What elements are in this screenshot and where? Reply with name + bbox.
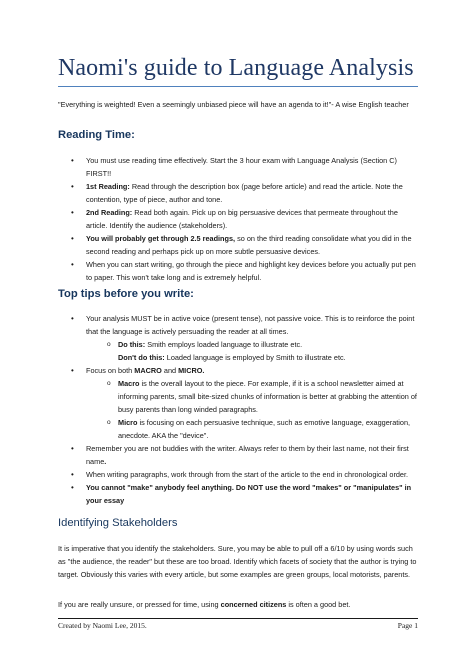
page-title: Naomi's guide to Language Analysis [58, 55, 414, 81]
voice-examples [86, 338, 418, 364]
stakeholders-paragraph: It is imperative that you identify the stakeholders. Sure, you may be able to pull off a 6/10 by using words such as "the audience, the reader" but these are too broad. Identify which facets of society that the author is trying to target. Obviously this varies with every article, but some examples are green groups, local motorists, parents. [58, 544, 417, 579]
reading-time-heading: Reading Time: [58, 129, 135, 141]
title-underline [58, 86, 418, 87]
list-item: • 1st Reading: Read through the description box (page before article) and read the article. Note the contention, type of piece, author and tone. [58, 180, 418, 206]
footer-credit: Created by Naomi Lee, 2015. [58, 621, 147, 630]
list-item: • You must use reading time effectively. Start the 3 hour exam with Language Analysis (Section C) FIRST!! [58, 154, 418, 180]
micro-item: o Micro is focusing on each persuasive technique, such as emotive language, exaggeration, anecdote. AKA the "device". [86, 416, 418, 442]
reading-time-list [58, 154, 418, 284]
list-item: • When you can start writing, go through the piece and highlight key devices before you actually put pen to paper. This won't take long and is extremely helpful. [58, 258, 418, 284]
stakeholders-tip: If you are really unsure, or pressed for time, using concerned citizens is often a good bet. [58, 600, 351, 609]
intro-quote: "Everything is weighted! Even a seemingly unbiased piece will have an agenda to it!"- A wise English teacher [58, 100, 409, 109]
list-item: • You cannot "make" anybody feel anything. Do NOT use the word "makes" or "manipulates" in your essay [58, 481, 418, 507]
list-item: • Your analysis MUST be in active voice (present tense), not passive voice. This is to reinforce the point that the language is actively persuading the reader at all times. o Do this: Smith employs loaded language to illustrate etc. Don't do this: Loaded language is employed by Smith to illustrate etc. [58, 312, 418, 364]
top-tips-list [58, 312, 418, 507]
page-number: Page 1 [397, 621, 418, 630]
macro-item: o Macro is the overall layout to the piece. For example, if it is a school newsletter aimed at informing parents, small bite-sized chunks of information is better at grabbing the attention of busy parents than long winded paragraphs. [86, 377, 418, 416]
top-tips-heading: Top tips before you write: [58, 288, 194, 300]
list-item: • Remember you are not buddies with the writer. Always refer to them by their last name, not their first name. [58, 442, 418, 468]
page-footer [58, 621, 418, 630]
list-item: • Focus on both MACRO and MICRO. o Macro is the overall layout to the piece. For example, if it is a school newsletter aimed at informing parents, small bite-sized chunks of information is better at grabbing the attention of busy parents than long winded paragraphs. o Micro is focusing on each persuasive technique, such as emotive language, exaggeration, anecdote. AKA the "device". [58, 364, 418, 442]
stakeholders-heading: Identifying Stakeholders [58, 517, 178, 529]
list-item: • 2nd Reading: Read both again. Pick up on big persuasive devices that permeate throughout the article. Identify the audience (stakeholders). [58, 206, 418, 232]
list-item: • You will probably get through 2.5 readings, so on the third reading consolidate what you did in the second reading and perhaps pick up on more subtle persuasive devices. [58, 232, 418, 258]
macro-micro-list [86, 377, 418, 442]
list-item: • When writing paragraphs, work through from the start of the article to the end in chronological order. [58, 468, 418, 481]
do-example: o Do this: Smith employs loaded language to illustrate etc. Don't do this: Loaded language is employed by Smith to illustrate etc. [86, 338, 418, 364]
footer-divider [58, 618, 418, 619]
